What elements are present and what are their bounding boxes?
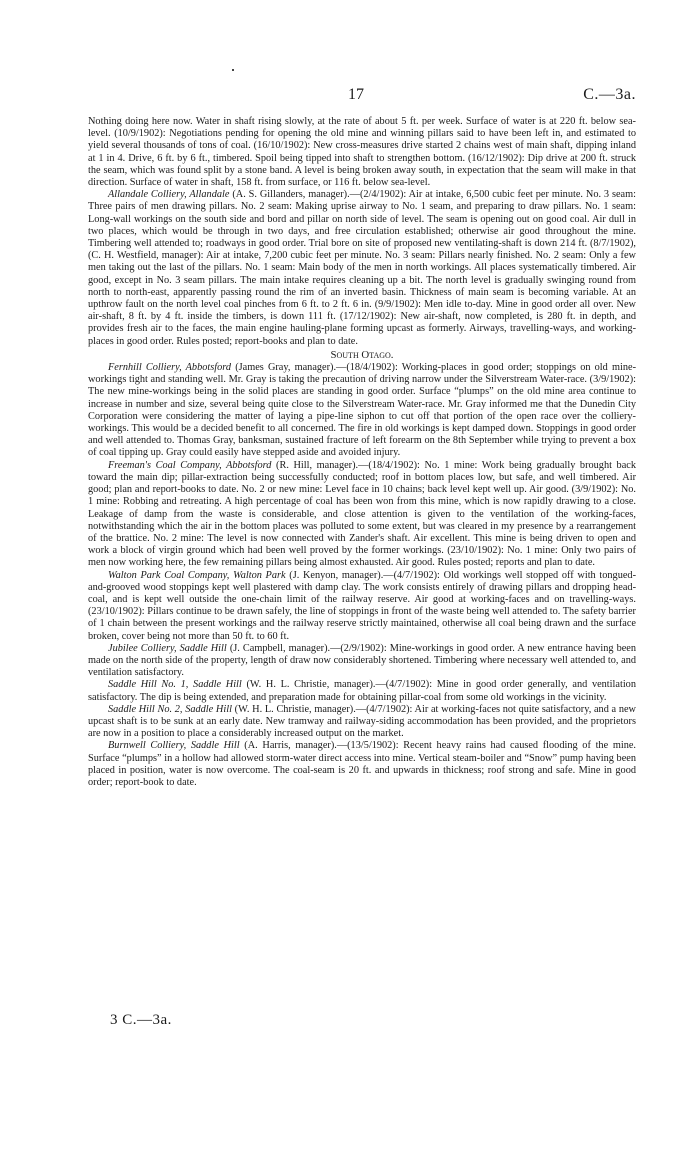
colliery-name: Freeman's Coal Company, Abbotsford xyxy=(108,459,272,471)
section-heading: South Otago. xyxy=(330,348,394,361)
paragraph-text: (W. H. L. Christie, manager).—(4/7/1902): Mine in good order generally, and ventilation satisfactory. The dip is being extended, and preparation made for obtaining pillar-coal from some old workings in the vicinity. xyxy=(88,679,636,703)
colliery-name: Burnwell Colliery, Saddle Hill xyxy=(108,740,240,752)
colliery-name: Allandale Colliery, Allandale xyxy=(108,189,230,201)
paragraph-burnwell xyxy=(88,740,636,789)
colliery-name: Saddle Hill No. 1, Saddle Hill xyxy=(108,679,242,691)
paragraph-freemans xyxy=(88,460,636,570)
paragraph-text: (W. H. L. Christie, manager).—(4/7/1902): Air at working-faces not quite satisfactory, and a new upcast shaft is to be sunk at an early date. New tramway and railway-siding accommodation has been provided, and the proprietors are now in a position to place a considerably increased output on the market. xyxy=(88,703,636,740)
colliery-name: Fernhill Colliery, Abbotsford xyxy=(108,362,232,374)
paragraph-text: (R. Hill, manager).—(18/4/1902): No. 1 mine: Work being gradually brought back toward the main dip; pillar-extraction being successfully conducted; roof in bottom places low, but safe, and well timbered. Air good; plan and report-books to date. No. 2 or new mine: Level face in 10 chains; back level kept well up. Air good. (3/9/1902): No. 1 mine: Robbing and retreating. A high percentage of coal has been won from this mine, which is now rapidly drawing to a close. Leakage of damp from the waste is considerable, and close attention is given to the ventilation of the working-faces, notwithstanding which the air in the bottom places was polluted to some extent, but was cleared in my presence by a rearrangement of the brattice. No. 2 mine: The level is now connected with Zander's shaft. Air excellent. This mine is being driven to open and work a block of virgin ground which had been well proved by the former workings. (23/10/1902): No. 1 mine: Only two pairs of men now working here, the few remaining pillars being almost exhausted. Air good. Rules posted; reports and plan to date. xyxy=(88,459,636,569)
paragraph-fernhill xyxy=(88,362,636,460)
page-number: 17 xyxy=(348,86,364,103)
paragraph-jubilee xyxy=(88,643,636,680)
paragraph-text: (J. Campbell, manager).—(2/9/1902): Mine-workings in good order. A new entrance having been made on the north side of the property, length of draw now considerably shortened. Timbering where necessary well attended to, and ventilation satisfactory. xyxy=(88,642,636,679)
paragraph-text: (J. Kenyon, manager).—(4/7/1902): Old workings well stopped off with tongued-and-grooved wood stoppings kept well plastered with damp clay. The work consists entirely of drawing pillars and dropping head-coal, and is kept well outside the one-chain limit of the railway reserve. Air good at working-faces and on travelling-ways. (23/10/1902): Pillars continue to be drawn safely, the line of stoppings in front of the waste being well attended to. The safety barrier of 1 chain between the present workings and the railway reserve strictly maintained, otherwise all coal being drawn and the surface broken, cover being not more than 50 ft. to 60 ft. xyxy=(88,569,636,642)
paragraph-allandale xyxy=(88,189,636,348)
colliery-name: Walton Park Coal Company, Walton Park xyxy=(108,569,286,581)
paragraph-text: (A. Harris, manager).—(13/5/1902): Recent heavy rains had caused flooding of the mine. Surface “plumps” in a hollow had allowed storm-water direct access into mine. Vertical steam-boiler and “Snow” pump having been placed in position, water is now overcome. The coal-seam is 20 ft. and upwards in thickness; roof strong and safe. Mine in good order; report-book to date. xyxy=(88,740,636,788)
paragraph-text: (James Gray, manager).—(18/4/1902): Working-places in good order; stoppings on old mine-workings tight and standing well. Mr. Gray is taking the precaution of driving narrow under the Silverstream Water-race. (3/9/1902): The new mine-workings being in the solid places are standing in good order. Surface “plumps” on the old mine area continue to increase in number and size, several being quite close to the Silverstream Water-race. Mr. Gray informed me that the Dunedin City Corporation were considering the matter of laying a pipe-line siphon to cut off that portion of the open race over the colliery-workings. This would be a decided benefit to all concerned. The fire in old workings is kept damped down. Stoppings in good order and well attended to. Thomas Gray, banksman, sustained fracture of left forearm on the 8th September while trying to prevent a box of coal tipping up. Gray could easily have stepped aside and avoided injury. xyxy=(88,362,636,459)
paragraph-walton-park xyxy=(88,570,636,643)
page-header xyxy=(88,86,636,106)
paragraph-text: (A. S. Gillanders, manager).—(2/4/1902): Air at intake, 6,500 cubic feet per minute. No. 3 seam: Three pairs of men drawing pillars. No. 2 seam: Making uprise airway to No. 1 seam, and preparing to draw pillars. No. 1 seam: Long-wall workings on the south side and bord and pillar on north side of level. The seam is opening out on good coal. Air dull in two places, which would be through in two days, and free circulation established; otherwise air good throughout the mine. Timbering well attended to; roadways in good order. Trial bore on site of proposed new ventilating-shaft is down 214 ft. (8/7/1902), (C. H. Westfield, manager): Air at intake, 7,200 cubic feet per minute. No. 3 seam: Pillars nearly finished. No. 2 seam: Only a few men taking out the last of the pillars. No. 1 seam: Main body of the men in north workings. All places systematically timbered. Air good, except in No. 3 seam pillars. The main intake requires cleaning up a bit. The north level is gradually swinging round from north to north-east, apparently passing round the rim of an inverted basin. Thickness of main seam is becoming variable. At an upthrow fault on the north level coal pinches from 6 ft. to 2 ft. 6 in. (9/9/1902): Men idle to-day. Mine in good order all over. New air-shaft, 8 ft. by 4 ft. inside the timbers, is down 111 ft. (17/12/1902): New air-shaft, now completed, is 280 ft. in depth, and provides fresh air to the faces, the main engine hauling-plane forming upcast as formerly. Airways, travelling-ways, and working-places in good order. Rules posted; report-books and plan to date. xyxy=(88,189,636,347)
paragraph-continued: Nothing doing here now. Water in shaft rising slowly, at the rate of about 5 ft. per week. Surface of water is at 220 ft. below sea-level. (10/9/1902): Negotiations pending for opening the old mine and winning pillars said to have been left in, and estimated to yield several thousands of tons of coal. (16/10/1902): New cross-measures drive started 2 chains west of main shaft, dipping inland at 1 in 4. Drive, 6 ft. by 6 ft., timbered. Spoil being tipped into shaft to strengthen bottom. (16/12/1902): Dip drive at 200 ft. struck the seam, which was found split by a stone band. A level is being broken away south, in expectation that the seam will make in that direction. Surface of water in shaft, 158 ft. from surface, or 116 ft. below sea-level. xyxy=(88,116,636,189)
paragraph-saddle-hill-2 xyxy=(88,704,636,741)
speck-mark xyxy=(232,69,234,71)
colliery-name: Jubilee Colliery, Saddle Hill xyxy=(108,642,227,654)
body-text xyxy=(88,116,636,789)
paragraph-saddle-hill-1 xyxy=(88,679,636,703)
signature-mark: 3 C.—3a. xyxy=(110,1012,172,1028)
colliery-name: Saddle Hill No. 2, Saddle Hill xyxy=(108,703,232,715)
document-reference: C.—3a. xyxy=(583,86,636,103)
